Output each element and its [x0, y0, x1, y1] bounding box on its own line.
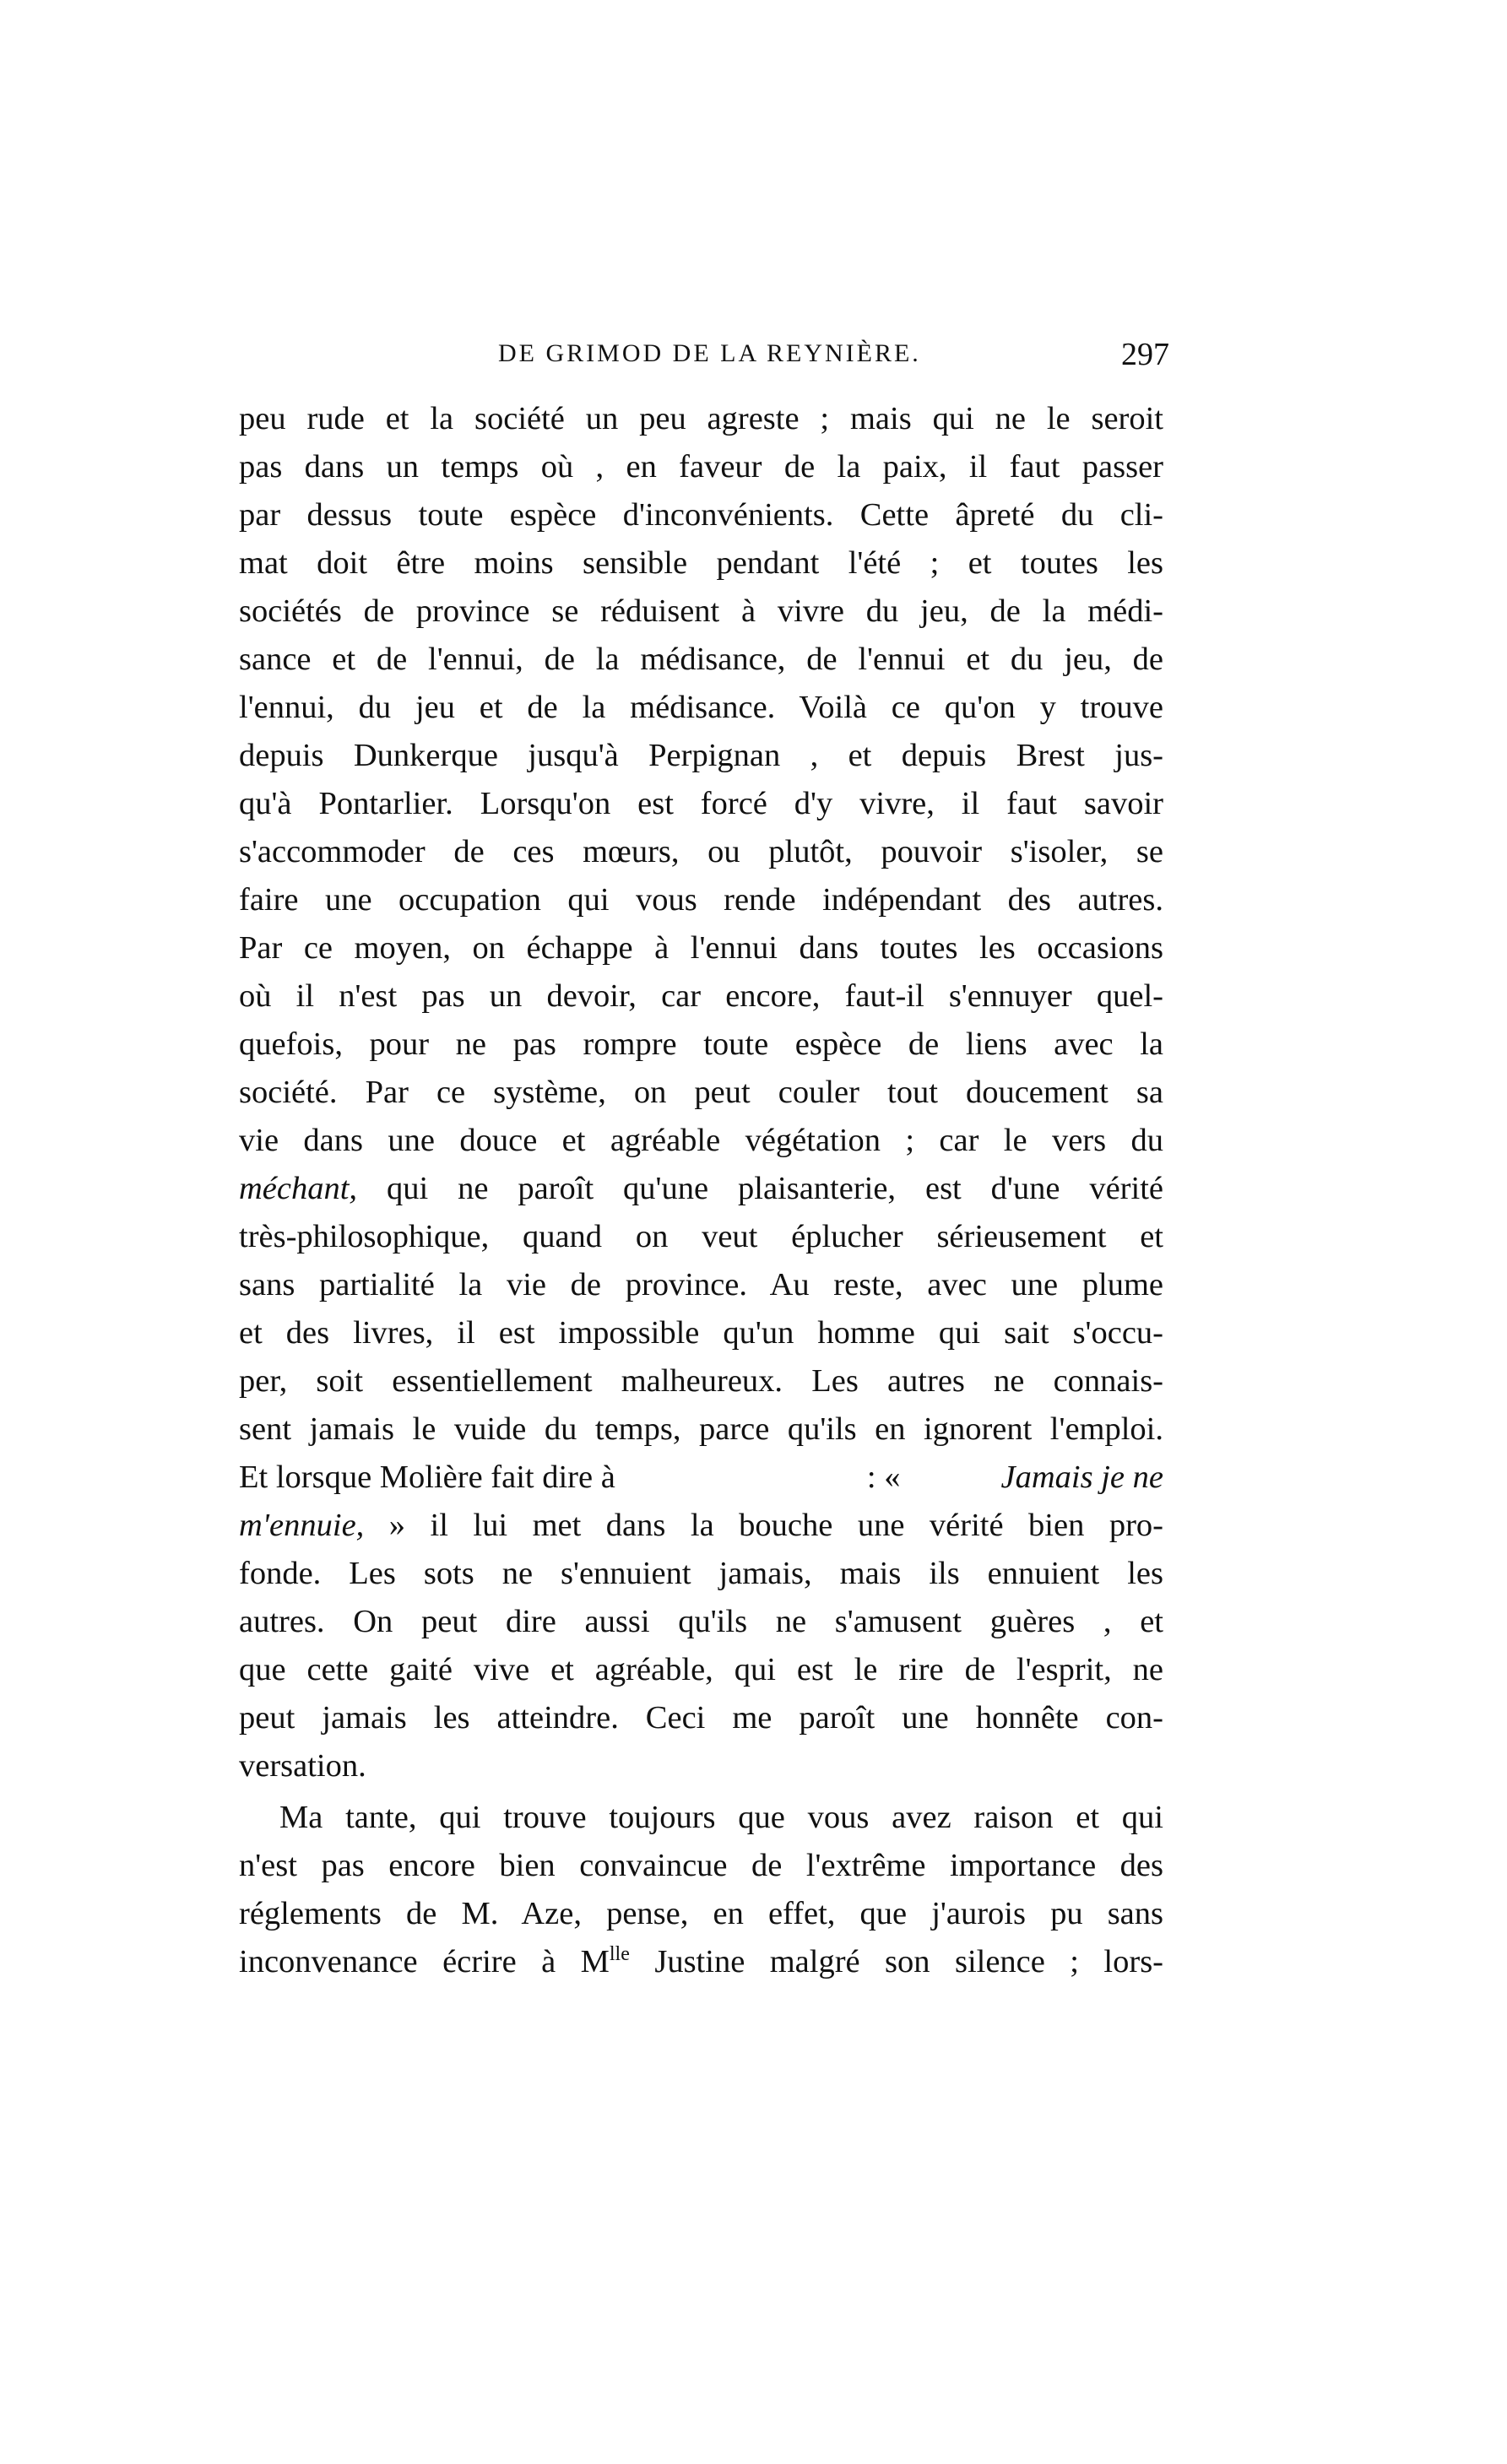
text-segment: Justine malgré son silence ; lors-	[629, 1944, 1164, 1979]
text-segment: : «	[866, 1459, 901, 1495]
text-line: sans partialité la vie de province. Au reste, avec une plume	[239, 1267, 1163, 1302]
text-line: mat doit être moins sensible pendant l'été ; et toutes les	[239, 545, 1163, 581]
text-line-mixed	[239, 1165, 1163, 1213]
italic-phrase: Jamais je ne	[1000, 1459, 1163, 1495]
running-title: DE GRIMOD DE LA REYNIÈRE.	[498, 339, 921, 367]
text-line: depuis Dunkerque jusqu'à Perpignan , et depuis Brest jus-	[239, 738, 1163, 773]
text-line: versation.	[239, 1748, 366, 1784]
superscript: lle	[609, 1943, 630, 1966]
text-segment: inconvenance écrire à M	[239, 1944, 610, 1979]
text-line: s'accommoder de ces mœurs, ou plutôt, pouvoir s'isoler, se	[239, 834, 1163, 869]
paragraph-1	[239, 395, 1163, 1790]
text-segment: » il lui met dans la bouche une vérité bien pro-	[364, 1508, 1163, 1543]
italic-word: m'ennuie,	[239, 1508, 365, 1543]
text-line: que cette gaité vive et agréable, qui est le rire de l'esprit, ne	[239, 1652, 1163, 1687]
italic-word: méchant,	[239, 1171, 358, 1206]
text-line-mixed	[239, 1502, 1163, 1550]
page-number: 297	[1121, 337, 1169, 372]
text-line: Par ce moyen, on échappe à l'ennui dans toutes les occasions	[239, 930, 1163, 966]
text-line: fonde. Les sots ne s'ennuient jamais, mais ils ennuient les	[239, 1556, 1163, 1591]
text-line: vie dans une douce et agréable végétation ; car le vers du	[239, 1123, 1163, 1158]
text-line: n'est pas encore bien convaincue de l'extrême importance des	[239, 1848, 1163, 1883]
text-line: Ma tante, qui trouve toujours que vous avez raison et qui	[279, 1800, 1163, 1835]
text-line: très-philosophique, quand on veut éplucher sérieusement et	[239, 1219, 1163, 1254]
text-line: peu rude et la société un peu agreste ; mais qui ne le seroit	[239, 401, 1163, 436]
text-line: sociétés de province se réduisent à vivre du jeu, de la médi-	[239, 593, 1163, 629]
text-line: et des livres, il est impossible qu'un homme qui sait s'occu-	[239, 1315, 1163, 1351]
body-text	[239, 395, 1163, 1986]
paragraph-2	[239, 1794, 1163, 1986]
text-line-mixed	[239, 1454, 1163, 1502]
text-line: sent jamais le vuide du temps, parce qu'ils en ignorent l'emploi.	[239, 1411, 1163, 1447]
text-line: par dessus toute espèce d'inconvénients. Cette âpreté du cli-	[239, 497, 1163, 533]
text-line: quefois, pour ne pas rompre toute espèce de liens avec la	[239, 1026, 1163, 1062]
text-line: autres. On peut dire aussi qu'ils ne s'amusent guères , et	[239, 1604, 1163, 1639]
text-line: peut jamais les atteindre. Ceci me paroît une honnête con-	[239, 1700, 1163, 1736]
text-line: où il n'est pas un devoir, car encore, faut-il s'ennuyer quel-	[239, 978, 1163, 1014]
text-segment: Et lorsque Molière fait dire à	[239, 1459, 615, 1495]
blank-space	[716, 1454, 767, 1502]
text-line: faire une occupation qui vous rende indépendant des autres.	[239, 882, 1163, 918]
text-line: per, soit essentiellement malheureux. Les autres ne connais-	[239, 1363, 1163, 1399]
text-line: réglements de M. Aze, pense, en effet, que j'aurois pu sans	[239, 1896, 1163, 1931]
text-line: sance et de l'ennui, de la médisance, de l'ennui et du jeu, de	[239, 642, 1163, 677]
text-line: pas dans un temps où , en faveur de la paix, il faut passer	[239, 449, 1163, 485]
text-line: société. Par ce système, on peut couler tout doucement sa	[239, 1075, 1163, 1110]
text-line: l'ennui, du jeu et de la médisance. Voilà ce qu'on y trouve	[239, 690, 1163, 725]
text-line-mixed	[239, 1938, 1163, 1986]
text-line: qu'à Pontarlier. Lorsqu'on est forcé d'y vivre, il faut savoir	[239, 786, 1163, 821]
text-segment: qui ne paroît qu'une plaisanterie, est d'une vérité	[357, 1171, 1163, 1206]
